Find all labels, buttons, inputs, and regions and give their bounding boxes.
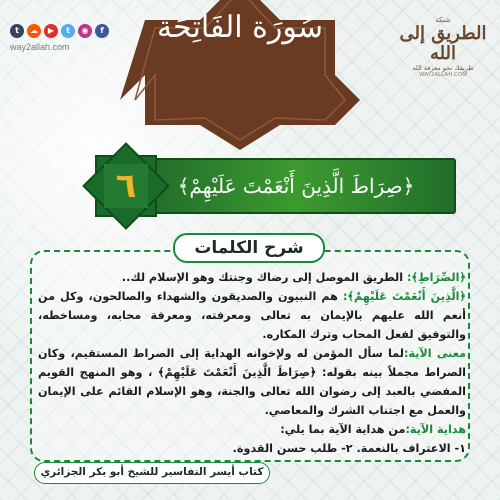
twitter-icon[interactable]: t [61, 24, 75, 38]
guidance-text: من هداية الآية بما يلي: [280, 423, 406, 436]
explanation-content [38, 268, 466, 458]
verse-text: ﴿صِرَاطَ الَّذِينَ أَنْعَمْتَ عَلَيْهِمْ﴾ [177, 174, 415, 198]
surah-name: سُورَة الفَاتِحَة [157, 10, 323, 45]
source-citation: كتاب أيسر التفاسير للشيخ أبو بكر الجزائري [34, 462, 270, 484]
brand-url: WAY2ALLAH.COM [419, 72, 467, 78]
soundcloud-icon[interactable]: ☁ [27, 24, 41, 38]
brand-name: الطريق إلى الله [399, 23, 487, 64]
term-alladhina: ﴿الَّذِينَ أَنْعَمْتَ عَلَيْهِمْ﴾: [342, 290, 467, 303]
social-links [10, 24, 109, 38]
verse-number-badge [78, 138, 174, 234]
brand-tagline: طريقك نحو معرفة الله [412, 64, 474, 72]
facebook-icon[interactable]: f [95, 24, 109, 38]
meaning-label: معنى الآية: [403, 347, 466, 360]
verse-banner [136, 158, 456, 214]
brand-logo [398, 16, 488, 78]
verse-number: ٦ [115, 166, 137, 206]
section-title: شرح الكلمات [173, 233, 325, 263]
meaning-text-a: لما سأل المؤمن له ولإخوانه الهداية إلى الصراط المستقيم، وكان الصراط مجملاً بينه بقوله: [38, 347, 466, 379]
meaning-quote: ﴿صِرَاطَ الَّذِينَ أَنْعَمْتَ عَلَيْهِمْ﴾ [157, 366, 317, 379]
youtube-icon[interactable]: ▶ [44, 24, 58, 38]
guidance-item: ١- الاعتراف بالنعمة. ٢- طلب حسن القدوة. [232, 442, 466, 455]
instagram-icon[interactable]: ◉ [78, 24, 92, 38]
term-alladhina-text: هم النبيون والصديقون والشهداء والصالحون، وكل من أنعم الله عليهم بالإيمان به تعالى ومعرفته، ومعرفة محابه، ومساخطه، والتوفيق لفعل المحاب وترك المكاره. [38, 290, 466, 341]
tumblr-icon[interactable]: t [10, 24, 24, 38]
surah-star [120, 0, 360, 150]
verse-guidance [38, 420, 466, 439]
brand-top: شبكة [435, 16, 451, 24]
term-sirat-text: الطريق الموصل إلى رضاك وجنتك وهو الإسلام لك.. [121, 271, 407, 284]
word-explanation-1 [38, 268, 466, 287]
verse-meaning [38, 344, 466, 420]
guidance-label: هداية الآية: [405, 423, 466, 436]
site-url[interactable]: way2allah.com [10, 42, 70, 52]
meaning-text-b: ، وهو المنهج القويم المفضي بالعبد إلى رضوان الله تعالى والجنة، وهو الإسلام القائم على الإيمان والعمل مع اجتناب الشرك والمعاصي. [38, 366, 466, 417]
term-sirat: ﴿الصِّرَاطِ﴾: [406, 271, 466, 284]
word-explanation-2 [38, 287, 466, 344]
